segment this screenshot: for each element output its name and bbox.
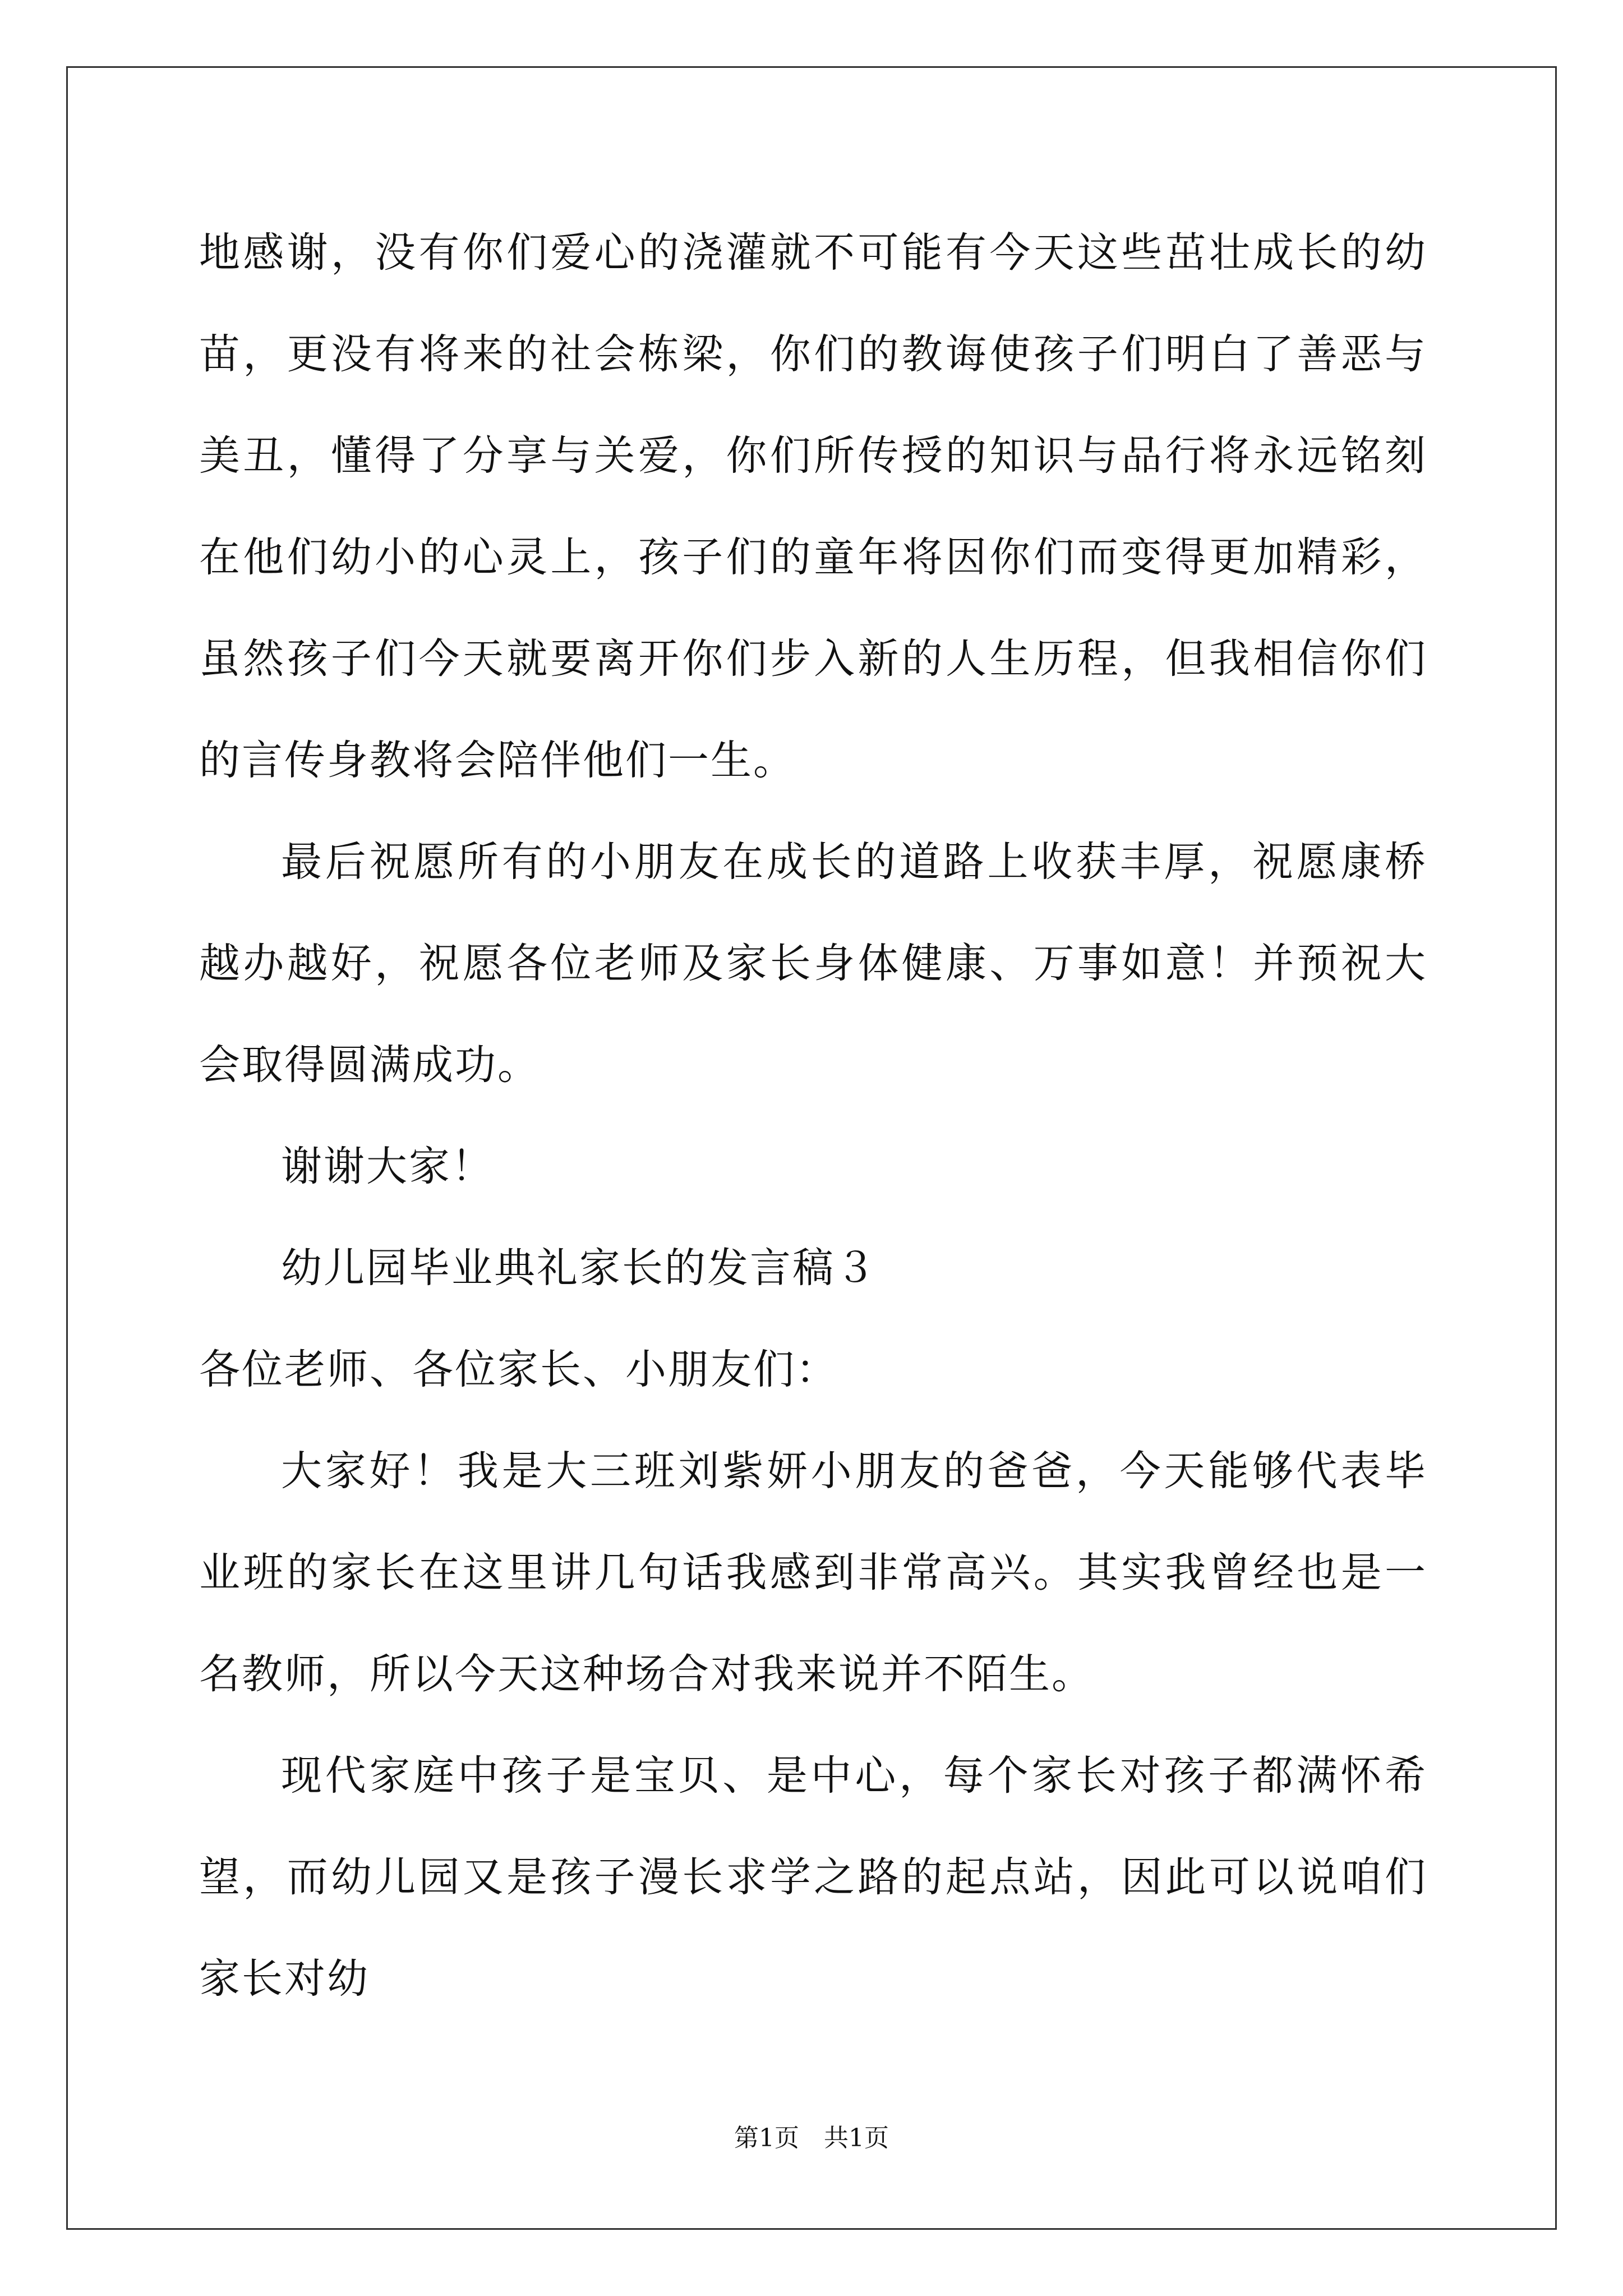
- page-footer: 第1页 共1页: [734, 2124, 889, 2152]
- paragraph-3: 谢谢大家！: [281, 1143, 494, 1190]
- document-body: [199, 202, 1427, 2030]
- salutation: 各位老师、各位家长、小朋友们：: [199, 1346, 838, 1393]
- paragraph-2: 最后祝愿所有的小朋友在成长的道路上收获丰厚，祝愿康桥越办越好，祝愿各位老师及家长身体健康、万事如意！并预祝大会取得圆满成功。: [199, 838, 1427, 1089]
- paragraph-1: 地感谢，没有你们爱心的浇灌就不可能有今天这些茁壮成长的幼苗，更没有将来的社会栋梁，你们的教诲使孩子们明白了善恶与美丑，懂得了分享与关爱，你们所传授的知识与品行将永远铭刻在他们幼小的心灵上，孩子们的童年将因你们而变得更加精彩，虽然孩子们今天就要离开你们步入新的人生历程，但我相信你们的言传身教将会陪伴他们一生。: [199, 229, 1427, 784]
- paragraph-7: 现代家庭中孩子是宝贝、是中心，每个家长对孩子都满怀希望，而幼儿园又是孩子漫长求学之路的起点站，因此可以说咱们家长对幼: [199, 1752, 1427, 2003]
- section-heading: 幼儿园毕业典礼家长的发言稿３: [281, 1244, 878, 1292]
- paragraph-6: 大家好！我是大三班刘紫妍小朋友的爸爸，今天能够代表毕业班的家长在这里讲几句话我感到非常高兴。其实我曾经也是一名教师，所以今天这种场合对我来说并不陌生。: [199, 1447, 1427, 1698]
